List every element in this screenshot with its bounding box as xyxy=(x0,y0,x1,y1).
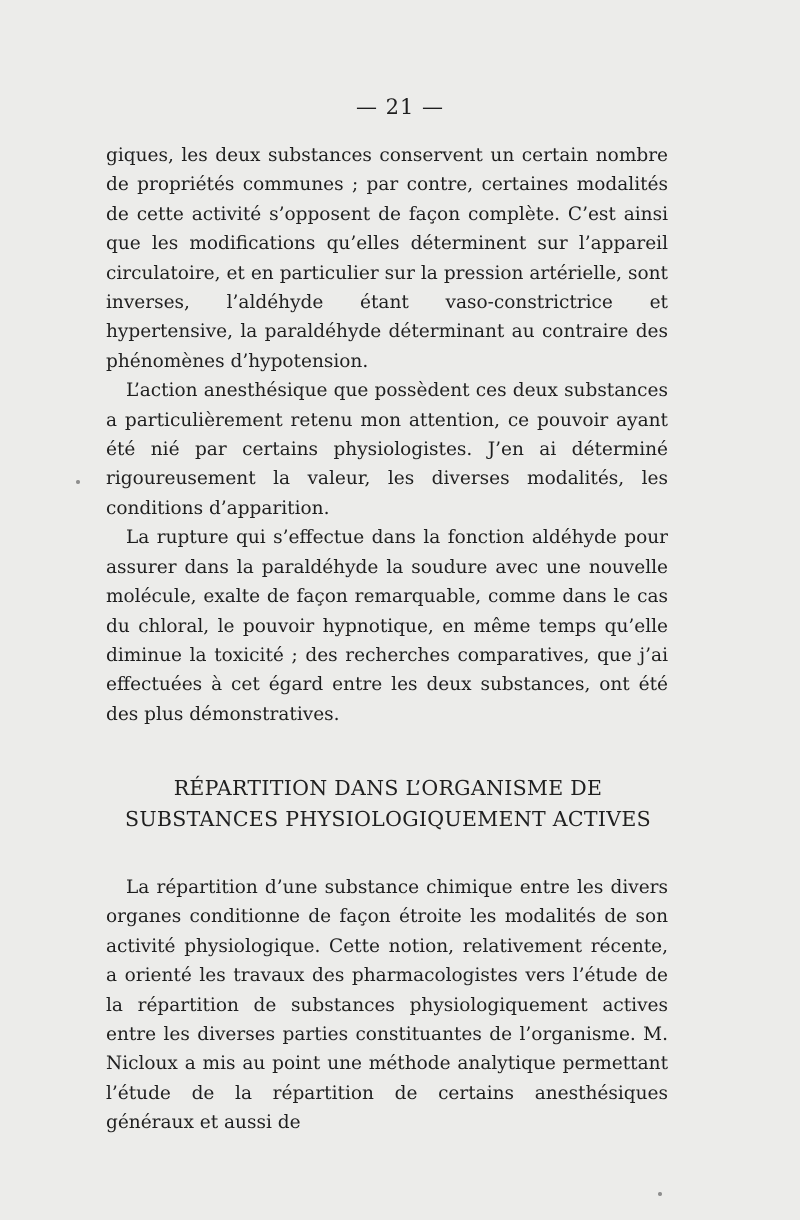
section-1-body xyxy=(106,141,668,729)
paragraph-1: giques, les deux substances conservent un certain nombre de propriétés communes ; par contre, certaines modalités de cette activité s’opposent de façon complète. C’est ainsi que les modifications qu’elles déterminent sur l’appareil circulatoire, et en particulier sur la pression artérielle, sont inverses, l’aldéhyde étant vaso-constrictrice et hypertensive, la paraldéhyde déterminant au contraire des phénomènes d’hypotension. xyxy=(106,145,668,372)
page-speck xyxy=(658,1192,662,1196)
paragraph-3: La rupture qui s’effectue dans la fonction aldéhyde pour assurer dans la paraldéhyde la soudure avec une nouvelle molécule, exalte de façon remarquable, comme dans le cas du chloral, le pouvoir hypnotique, en même temps qu’elle diminue la toxicité ; des recherches comparatives, que j’ai effectuées à cet égard entre les deux substances, ont été des plus démonstratives. xyxy=(106,527,668,725)
section-2-body xyxy=(106,873,668,1138)
page-number: — 21 — xyxy=(355,95,445,119)
section-title: RÉPARTITION DANS L’ORGANISME DE SUBSTANCES PHYSIOLOGIQUEMENT ACTIVES xyxy=(125,776,651,831)
margin-speck xyxy=(76,480,80,484)
paragraph-4: La répartition d’une substance chimique entre les divers organes conditionne de façon étroite les modalités de son activité physiologique. Cette notion, relativement récente, a orienté les travaux des pharmacologistes vers l’étude de la répartition de substances physiologiquement actives entre les diverses parties constituantes de l’organisme. M. Nicloux a mis au point une méthode analytique permettant l’étude de la répartition de certains anesthésiques généraux et aussi de xyxy=(106,877,668,1134)
paragraph-2: L’action anesthésique que possèdent ces deux substances a particulièrement retenu mon attention, ce pouvoir ayant été nié par certains physiologistes. J’en ai déterminé rigoureusement la valeur, les diverses modalités, les conditions d’apparition. xyxy=(106,380,668,519)
